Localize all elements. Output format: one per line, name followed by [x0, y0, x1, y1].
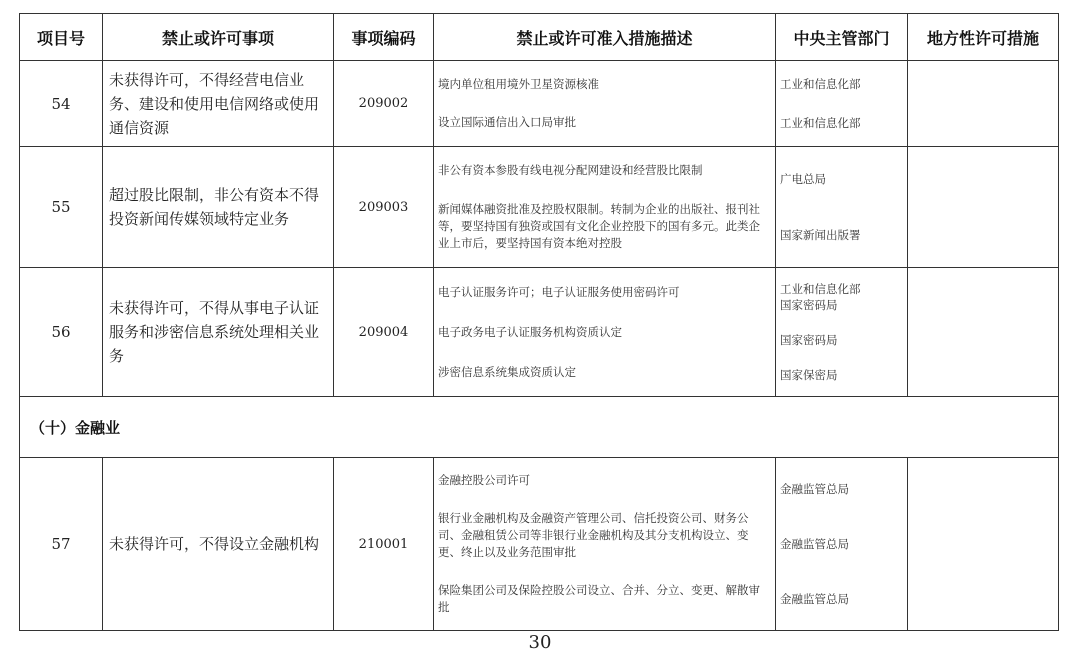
header-item: 禁止或许可事项 — [103, 14, 334, 61]
item-code: 209004 — [334, 268, 434, 397]
header-row — [20, 14, 1059, 61]
item-code: 210001 — [334, 458, 434, 631]
item-description: 未获得许可，不得经营电信业务、建设和使用电信网络或使用通信资源 — [103, 61, 334, 147]
item-code: 209003 — [334, 147, 434, 268]
item-code: 209002 — [334, 61, 434, 147]
header-no: 项目号 — [20, 14, 103, 61]
item-description: 未获得许可，不得从事电子认证服务和涉密信息系统处理相关业务 — [103, 268, 334, 397]
measure-text: 银行业金融机构及金融资产管理公司、信托投资公司、财务公司、金融租赁公司等非银行业金融机构及其分支机构设立、变更、终止以及业务范围审批 — [438, 510, 749, 559]
department-text: 金融监管总局 — [780, 591, 849, 606]
department-text: 广电总局 — [780, 172, 826, 186]
measure-text: 保险集团公司及保险控股公司设立、合并、分立、变更、解散审批 — [438, 582, 760, 614]
department-text: 金融监管总局 — [780, 482, 849, 497]
permit-table-page — [19, 13, 1058, 631]
local-measure — [908, 147, 1059, 268]
item-number: 57 — [20, 458, 103, 631]
table-body-a — [20, 61, 1059, 397]
permit-table — [19, 13, 1059, 631]
department-text: 工业和信息化部 — [780, 115, 861, 130]
department-text: 金融监管总局 — [780, 536, 849, 551]
header-measure: 禁止或许可准入措施描述 — [434, 14, 776, 61]
local-measure — [908, 61, 1059, 147]
section-title: （十）金融业 — [20, 397, 1059, 458]
measure-text: 电子政务电子认证服务机构资质认定 — [438, 324, 622, 339]
measure-text: 涉密信息系统集成资质认定 — [438, 364, 576, 379]
department-text: 国家保密局 — [780, 367, 838, 382]
local-measure — [908, 268, 1059, 397]
measures-cell — [434, 458, 776, 631]
item-number: 55 — [20, 147, 103, 268]
local-measure — [908, 458, 1059, 631]
departments-cell — [776, 458, 908, 631]
measure-text: 设立国际通信出入口局审批 — [438, 115, 576, 130]
table-row — [20, 147, 1059, 268]
departments-cell — [776, 268, 908, 397]
department-text: 国家新闻出版署 — [780, 228, 861, 242]
item-number: 54 — [20, 61, 103, 147]
measures-cell — [434, 147, 776, 268]
measure-text: 电子认证服务许可；电子认证服务使用密码许可 — [438, 284, 680, 299]
header-local: 地方性许可措施 — [908, 14, 1059, 61]
item-description: 超过股比限制，非公有资本不得投资新闻传媒领域特定业务 — [103, 147, 334, 268]
table-row — [20, 458, 1059, 631]
header-code: 事项编码 — [334, 14, 434, 61]
measure-text: 金融控股公司许可 — [438, 473, 530, 488]
table-row — [20, 61, 1059, 147]
section-row — [20, 397, 1059, 458]
measure-text: 境内单位租用境外卫星资源核准 — [438, 76, 599, 91]
measures-cell — [434, 268, 776, 397]
header-dept: 中央主管部门 — [776, 14, 908, 61]
item-number: 56 — [20, 268, 103, 397]
department-text: 国家密码局 — [780, 332, 838, 347]
table-row — [20, 268, 1059, 397]
page-number: 30 — [528, 632, 552, 653]
departments-cell — [776, 61, 908, 147]
item-description: 未获得许可，不得设立金融机构 — [103, 458, 334, 631]
department-text: 工业和信息化部 — [780, 77, 861, 92]
measure-text: 新闻媒体融资批准及控股权限制。转制为企业的出版社、报刊社等，要坚持国有独资或国有文化企业控股下的国有多元。此类企业上市后，要坚持国有资本绝对控股 — [438, 202, 760, 250]
table-body-b — [20, 458, 1059, 631]
departments-cell — [776, 147, 908, 268]
department-text: 工业和信息化部 国家密码局 — [780, 282, 861, 313]
measure-text: 非公有资本参股有线电视分配网建设和经营股比限制 — [438, 163, 703, 177]
measures-cell — [434, 61, 776, 147]
